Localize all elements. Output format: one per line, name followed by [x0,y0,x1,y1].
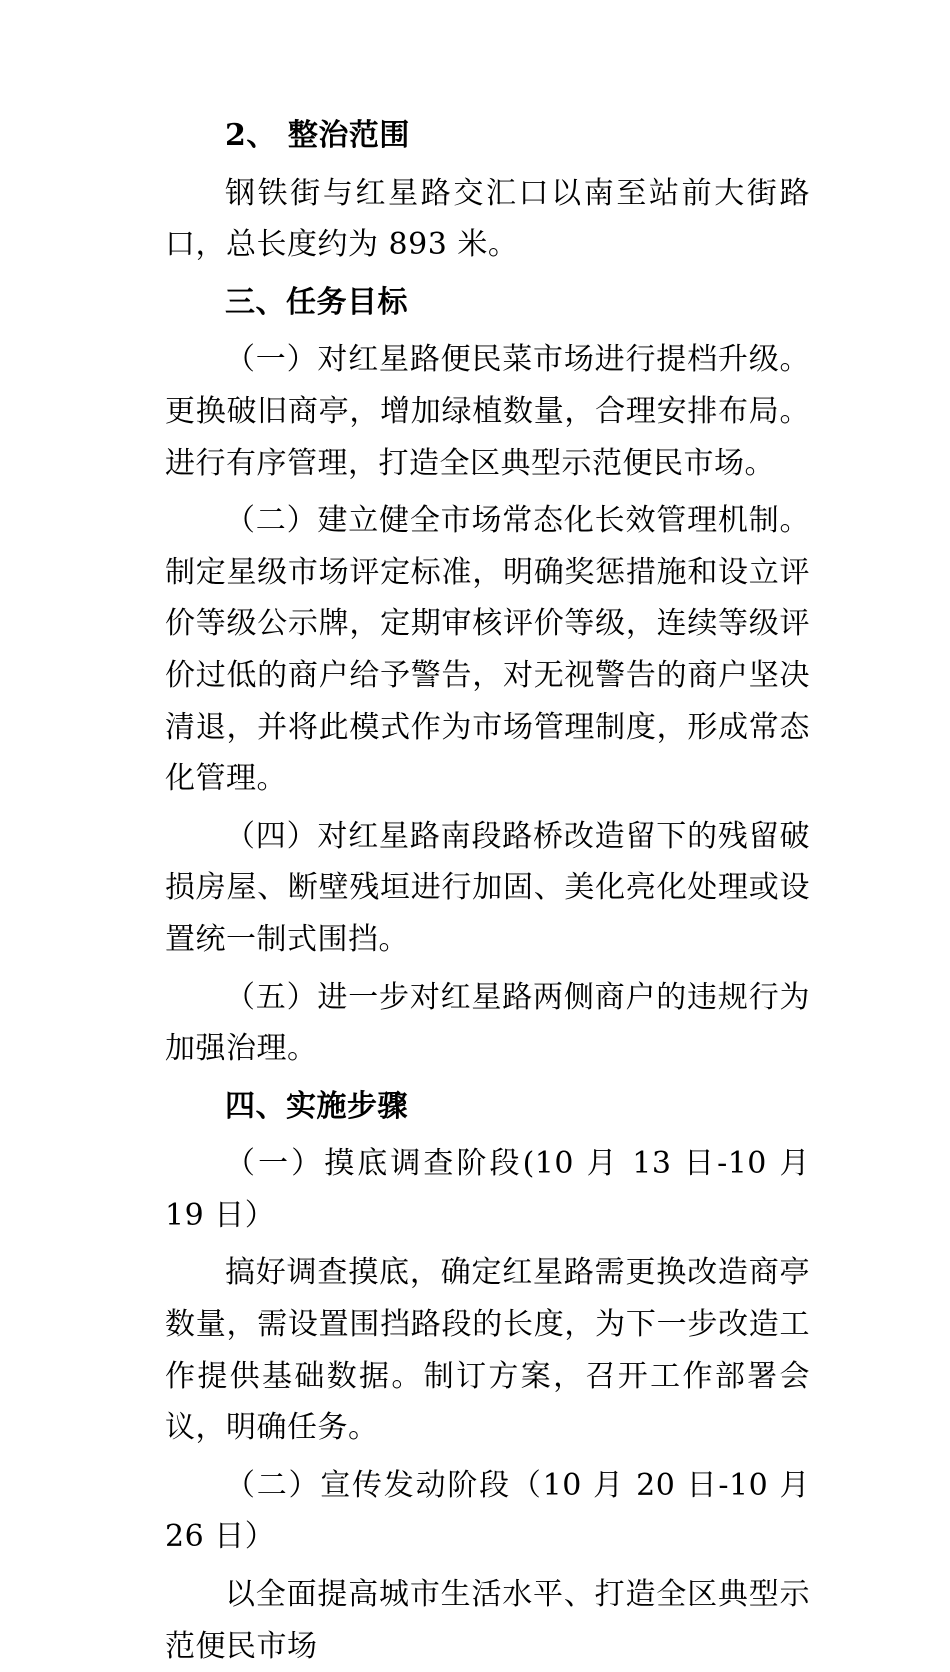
section-heading: 三、任务目标 [225,284,408,320]
paragraph: （四）对红星路南段路桥改造留下的残留破损房屋、断壁残垣进行加固、美化亮化处理或设置统一制式围挡。 [165,818,810,957]
paragraph: （二）建立健全市场常态化长效管理机制。制定星级市场评定标准，明确奖惩措施和设立评价等级公示牌，定期审核评价等级，连续等级评价过低的商户给予警告，对无视警告的商户坚决清退，并将此模式作为市场管理制度，形成常态化管理。 [165,503,810,797]
document-body [165,110,810,1672]
section-heading: 四、实施步骤 [225,1088,408,1124]
section-heading: 2、 整治范围 [225,118,410,153]
paragraph: 以全面提高城市生活水平、打造全区典型示范便民市场 [165,1577,810,1664]
paragraph: 钢铁街与红星路交汇口以南至站前大街路口，总长度约为 893 米。 [165,175,810,263]
paragraph: （一）对红星路便民菜市场进行提档升级。更换破旧商亭，增加绿植数量，合理安排布局。进行有序管理，打造全区典型示范便民市场。 [165,342,810,481]
subsection-heading: （二）宣传发动阶段（10 月 20 日-10 月 26 日） [165,1467,810,1555]
subsection-heading: （一）摸底调查阶段(10 月 13 日-10 月 19 日） [165,1146,810,1233]
paragraph: 搞好调查摸底，确定红星路需更换改造商亭数量，需设置围挡路段的长度，为下一步改造工作提供基础数据。制订方案，召开工作部署会议，明确任务。 [165,1255,810,1446]
paragraph: （五）进一步对红星路两侧商户的违规行为加强治理。 [165,979,810,1067]
